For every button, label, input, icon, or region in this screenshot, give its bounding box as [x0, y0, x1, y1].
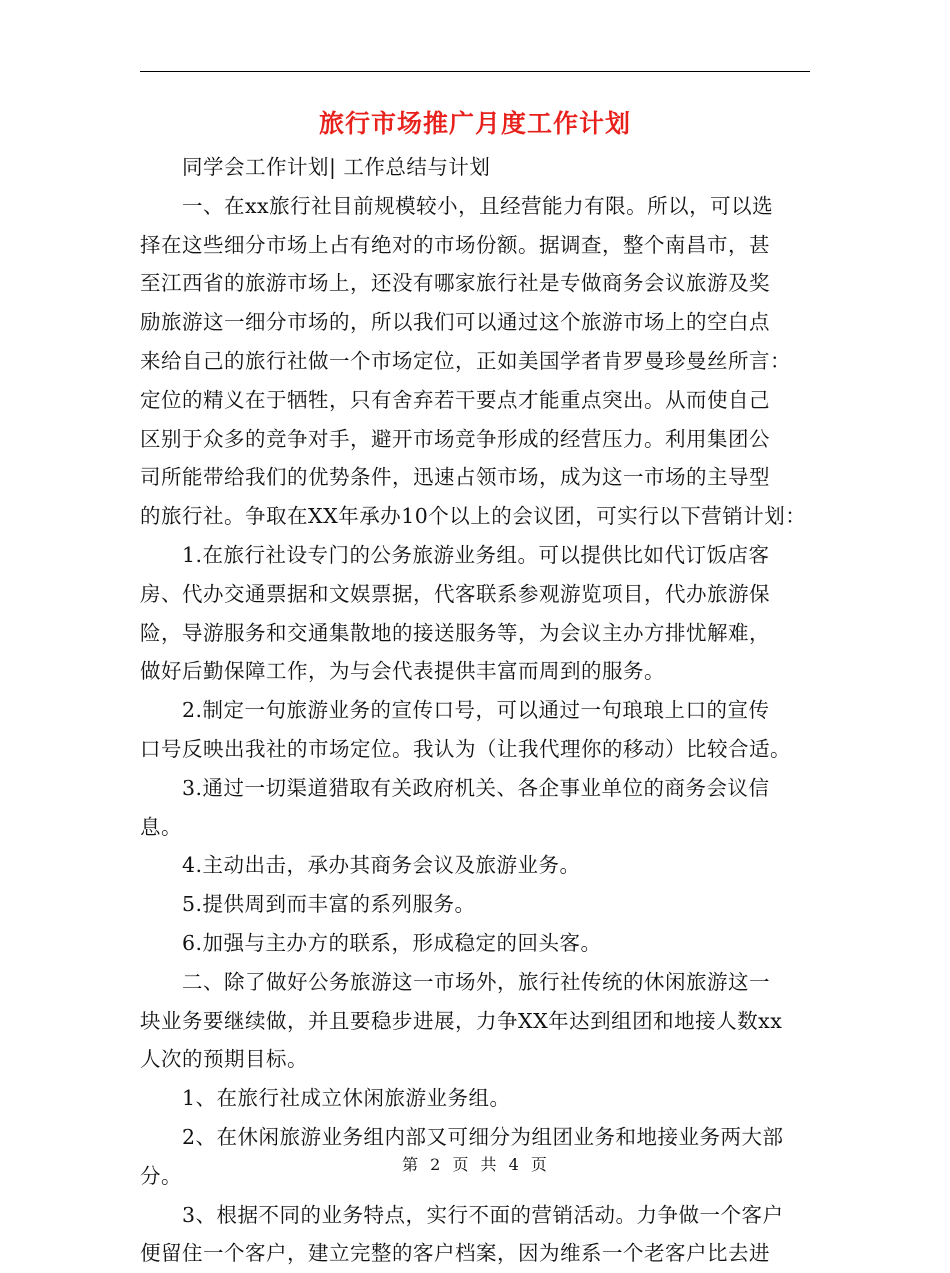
body-line: 2.制定一句旅游业务的宣传口号，可以通过一句琅琅上口的宣传 [140, 698, 770, 723]
body-line: 来给自己的旅行社做一个市场定位，正如美国学者肯罗曼珍曼丝所言： [140, 348, 791, 373]
body-line: 险，导游服务和交通集散地的接送服务等，为会议主办方排忧解难， [140, 620, 770, 645]
body-line: 房、代办交通票据和文娱票据，代客联系参观游览项目，代办旅游保 [140, 581, 770, 606]
body-line: 2、在休闲旅游业务组内部又可细分为组团业务和地接业务两大部 [140, 1124, 784, 1149]
body-line: 励旅游这一细分市场的，所以我们可以通过这个旅游市场上的空白点 [140, 310, 770, 335]
body-line: 6.加强与主办方的联系，形成稳定的回头客。 [140, 930, 602, 955]
body-line: 口号反映出我社的市场定位。我认为（让我代理你的移动）比较合适。 [140, 736, 791, 761]
body-line: 块业务要继续做，并且要稳步进展，力争XX年达到组团和地接人数xx [140, 1008, 783, 1033]
body-line: 择在这些细分市场上占有绝对的市场份额。据调查，整个南昌市，甚 [140, 232, 770, 257]
body-line: 定位的精义在于牺牲，只有舍弃若干要点才能重点突出。从而使自己 [140, 387, 770, 412]
body-line: 3.通过一切渠道猎取有关政府机关、各企事业单位的商务会议信 [140, 775, 770, 800]
body-line: 一、在xx旅行社目前规模较小，且经营能力有限。所以，可以选 [140, 193, 774, 218]
body-line: 1.在旅行社设专门的公务旅游业务组。可以提供比如代订饭店客 [140, 542, 770, 567]
body-line: 4.主动出击，承办其商务会议及旅游业务。 [140, 853, 581, 878]
header-rule [140, 71, 810, 72]
body-line: 5.提供周到而丰富的系列服务。 [140, 892, 476, 917]
body-line: 息。 [140, 814, 182, 839]
body-line: 做好后勤保障工作，为与会代表提供丰富而周到的服务。 [140, 659, 665, 684]
body-line: 1、在旅行社成立休闲旅游业务组。 [140, 1086, 511, 1111]
document-title: 旅行市场推广月度工作计划 [318, 109, 631, 138]
body-line: 司所能带给我们的优势条件，迅速占领市场，成为这一市场的主导型 [140, 465, 770, 490]
body-line: 同学会工作计划| 工作总结与计划 [140, 155, 491, 179]
body-line: 的旅行社。争取在XX年承办10个以上的会议团，可实行以下营销计划： [140, 504, 807, 529]
body-line: 便留住一个客户，建立完整的客户档案，因为维系一个老客户比去进 [140, 1241, 770, 1266]
page-number: 第 2 页 共 4 页 [402, 1155, 548, 1174]
body-line: 人次的预期目标。 [140, 1047, 308, 1072]
body-line: 区别于众多的竞争对手，避开市场竞争形成的经营压力。利用集团公 [140, 426, 770, 451]
document-body [140, 148, 820, 1273]
body-line: 至江西省的旅游市场上，还没有哪家旅行社是专做商务会议旅游及奖 [140, 271, 770, 296]
body-line: 分。 [140, 1163, 182, 1188]
body-line: 二、除了做好公务旅游这一市场外，旅行社传统的休闲旅游这一 [140, 969, 770, 994]
body-line: 3、根据不同的业务特点，实行不面的营销活动。力争做一个客户 [140, 1202, 784, 1227]
